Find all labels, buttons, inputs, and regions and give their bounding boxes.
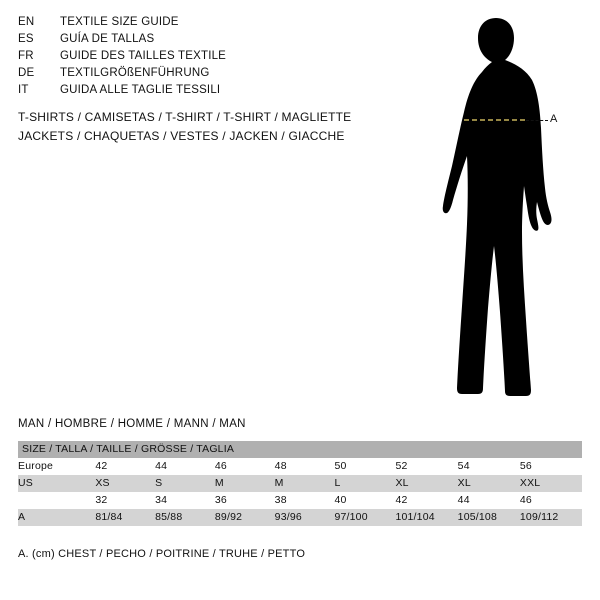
man-silhouette-figure	[400, 10, 590, 400]
cell-value: 40	[334, 492, 395, 509]
cell-value: 50	[334, 458, 395, 475]
cell-value: S	[155, 475, 215, 492]
table-row	[18, 492, 582, 509]
language-row	[18, 82, 378, 99]
language-code: DE	[18, 67, 35, 79]
cell-value: 105/108	[458, 509, 520, 526]
cell-value: 38	[275, 492, 335, 509]
cell-value: 46	[520, 492, 582, 509]
cell-value: L	[334, 475, 395, 492]
cell-value: 89/92	[215, 509, 275, 526]
language-code: FR	[18, 50, 34, 62]
table-header-row	[18, 441, 582, 458]
cell-value: 97/100	[334, 509, 395, 526]
cell-value: M	[215, 475, 275, 492]
cell-value: 93/96	[275, 509, 335, 526]
footer-note: A. (cm) CHEST / PECHO / POITRINE / TRUHE / PETTO	[18, 548, 306, 560]
language-list	[18, 14, 378, 99]
cell-value: 56	[520, 458, 582, 475]
chest-measure-line-icon	[400, 10, 590, 400]
language-code: IT	[18, 84, 29, 96]
size-table-header-label: SIZE / TALLA / TAILLE / GRÖSSE / TAGLIA	[18, 441, 582, 458]
row-label: US	[18, 475, 95, 492]
cell-value: XXL	[520, 475, 582, 492]
cell-value: XS	[95, 475, 155, 492]
measure-label-a: A	[550, 113, 558, 125]
language-title: GUÍA DE TALLAS	[60, 33, 155, 45]
cell-value: 46	[215, 458, 275, 475]
category-line-tshirts: T-SHIRTS / CAMISETAS / T-SHIRT / T-SHIRT / MAGLIETTE	[18, 110, 352, 124]
cell-value: 101/104	[395, 509, 457, 526]
size-table-head	[18, 441, 582, 458]
table-row	[18, 475, 582, 492]
cell-value: 48	[275, 458, 335, 475]
table-row	[18, 509, 582, 526]
language-row	[18, 48, 378, 65]
cell-value: 44	[155, 458, 215, 475]
cell-value: 54	[458, 458, 520, 475]
row-label: A	[18, 509, 95, 526]
category-list	[18, 108, 418, 146]
cell-value: 109/112	[520, 509, 582, 526]
category-line-jackets: JACKETS / CHAQUETAS / VESTES / JACKEN / GIACCHE	[18, 129, 345, 143]
language-code: EN	[18, 16, 35, 28]
cell-value: 44	[458, 492, 520, 509]
cell-value: 34	[155, 492, 215, 509]
cell-value: M	[275, 475, 335, 492]
language-row	[18, 14, 378, 31]
cell-value: 42	[395, 492, 457, 509]
cell-value: 36	[215, 492, 275, 509]
row-label	[18, 492, 95, 509]
language-row	[18, 31, 378, 48]
cell-value: 52	[395, 458, 457, 475]
language-title: GUIDE DES TAILLES TEXTILE	[60, 50, 227, 62]
language-code: ES	[18, 33, 34, 45]
language-title: TEXTILE SIZE GUIDE	[60, 16, 179, 28]
size-table	[18, 441, 582, 526]
cell-value: 85/88	[155, 509, 215, 526]
row-label: Europe	[18, 458, 95, 475]
cell-value: XL	[395, 475, 457, 492]
table-row	[18, 458, 582, 475]
size-table-body	[18, 458, 582, 526]
cell-value: 42	[95, 458, 155, 475]
cell-value: 81/84	[95, 509, 155, 526]
cell-value: 32	[95, 492, 155, 509]
language-row	[18, 65, 378, 82]
section-title-man: MAN / HOMBRE / HOMME / MANN / MAN	[18, 418, 246, 430]
language-title: GUIDA ALLE TAGLIE TESSILI	[60, 84, 221, 96]
measure-leader-line	[526, 120, 548, 122]
language-title: TEXTILGRÖßENFÜHRUNG	[60, 67, 210, 79]
cell-value: XL	[458, 475, 520, 492]
